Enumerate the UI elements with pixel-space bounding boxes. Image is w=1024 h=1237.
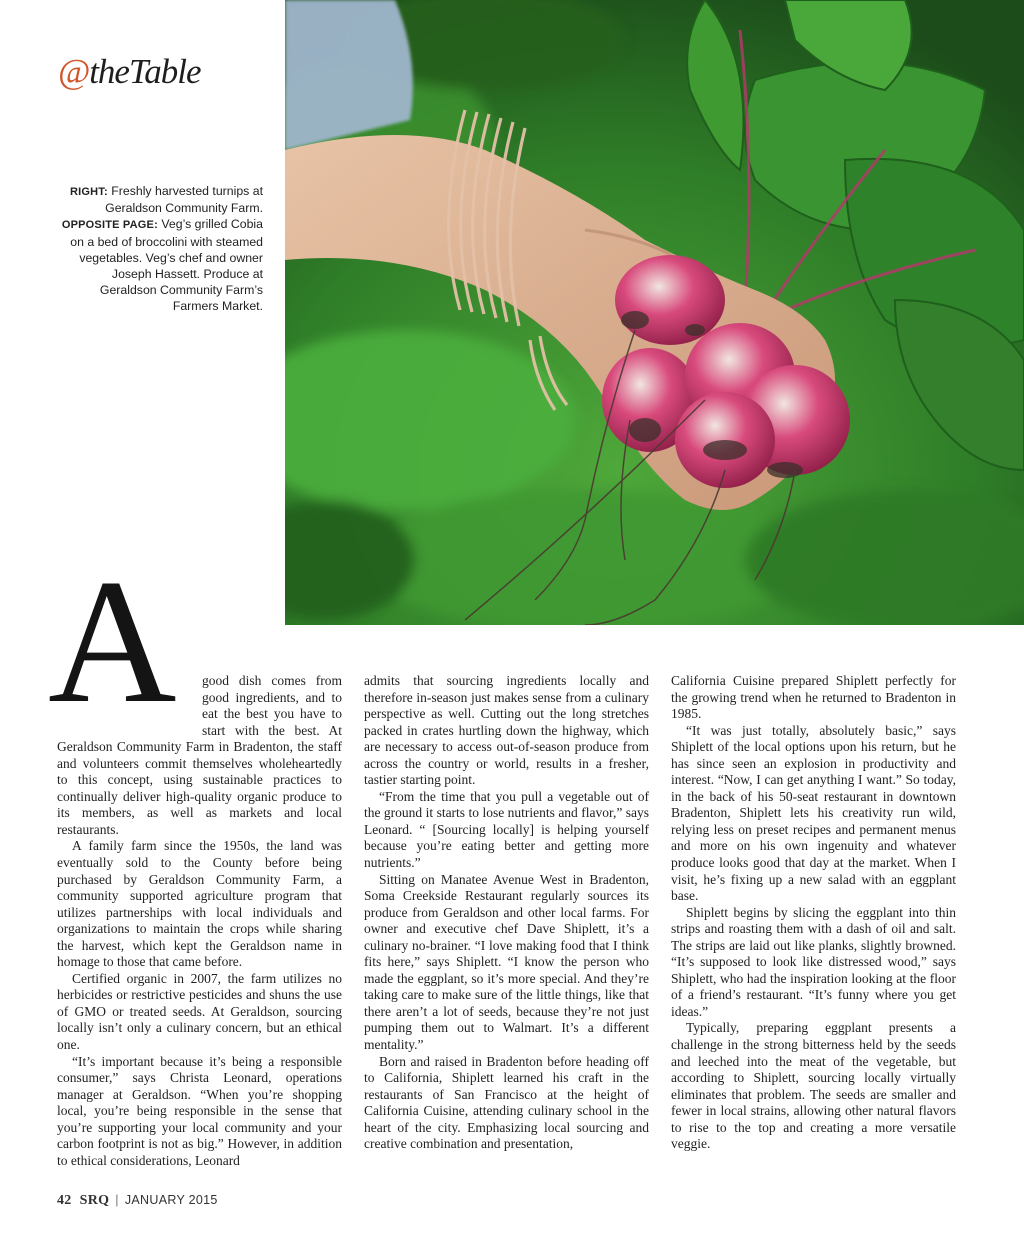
paragraph: California Cuisine prepared Shiplett perfectly for the growing trend when he returned to Bradenton in 1985. <box>671 673 956 722</box>
paragraph: A family farm since the 1950s, the land was eventually sold to the County before being purchased by Geraldson Community Farm, a community supported agriculture program that utilizes partnerships with local individuals and organizations to maintain the crops while sharing the harvest, which kept the Geraldson name in homage to those that came before. <box>57 838 342 970</box>
article-column-2 <box>364 673 649 1153</box>
turnip-photo <box>285 0 1024 625</box>
paragraph: Typically, preparing eggplant presents a challenge in the strong bitterness held by the seeds and leeched into the meat of the vegetable, but according to Shiplett, sourcing locally virtually eliminates that problem. The seeds are smaller and fewer in local strains, allowing other natural flavors to rise to the top and creating a more versatile veggie. <box>671 1020 956 1152</box>
paragraph: Shiplett begins by slicing the eggplant into thin strips and roasting them with a dash of oil and salt. The strips are laid out like planks, slightly browned. “It’s supposed to look like distressed wood,” says Shiplett, who had the inspiration looking at the floor of a friend’s restaurant. “It’s funny where you get ideas.” <box>671 904 956 1019</box>
paragraph: “It’s important because it’s being a responsible consumer,” says Christa Leonard, operations manager at Geraldson. “When you’re shopping local, you’re being responsible in the sense that you’re supporting your local community and your carbon footprint is not as big.” However, in addition to ethical considerations, Leonard <box>57 1053 342 1168</box>
paragraph: Certified organic in 2007, the farm utilizes no herbicides or restrictive pesticides and shuns the use of GMO or treated seeds. At Geraldson, sourcing locally isn’t only a culinary concern, but an ethical one. <box>57 970 342 1053</box>
paragraph: “From the time that you pull a vegetable out of the ground it starts to lose nutrients and flavor,” says Leonard. “ [Sourcing locally] is helping yourself because you’re eating better and getting more nutrients.” <box>364 788 649 871</box>
paragraph: admits that sourcing ingredients locally and therefore in-season just makes sense from a culinary perspective as well. Cutting out the long stretches packed in crates hurtling down the highway, which are necessary to access out-of-season produce from across the country or world, results in a fresher, tastier starting point. <box>364 673 649 788</box>
magazine-name: SRQ <box>79 1193 110 1208</box>
photo-caption <box>60 183 263 315</box>
page-footer <box>57 1193 218 1209</box>
drop-cap: A <box>48 542 177 740</box>
footer-separator: | <box>115 1193 119 1207</box>
paragraph: “It was just totally, absolutely basic,” says Shiplett of the local options upon his return, but he has since seen an explosion in productivity and interest. “Now, I can get anything I want.” So today, in the back of his 50-seat restaurant in downtown Bradenton, Shiplett lets his creativity run wild, relying less on preset recipes and permanent menus and more on his own ingenuity and whatever produce looks good that day at the market. When I visit, he’s fixing up a new salad with an eggplant base. <box>671 722 956 904</box>
page-number: 42 <box>57 1193 72 1208</box>
article-column-1 <box>57 673 342 1169</box>
caption-right-text: Freshly harvested turnips at Geraldson Community Farm. <box>105 184 263 216</box>
issue-date: JANUARY 2015 <box>124 1193 218 1207</box>
section-title <box>58 52 200 92</box>
article-column-3 <box>671 673 956 1153</box>
section-title-name: theTable <box>89 52 201 91</box>
caption-right-label: RIGHT: <box>69 186 108 198</box>
turnip-photo-illustration <box>285 0 1024 625</box>
caption-opposite-text: Veg’s grilled Cobia on a bed of broccolini with steamed vegetables. Veg’s chef and owner Joseph Hassett. Produce at Geraldson Community Farm’s Farmers Market. <box>70 217 263 314</box>
section-title-at: @ <box>58 52 90 91</box>
paragraph: Born and raised in Bradenton before heading off to California, Shiplett learned his craft in the restaurants of San Francisco at the height of California Cuisine, attending culinary school in the heart of the city. Emphasizing local sourcing and creative combination and presentation, <box>364 1053 649 1152</box>
paragraph: Sitting on Manatee Avenue West in Bradenton, Soma Creekside Restaurant regularly sources its produce from Geraldson and other local farms. For owner and executive chef Dave Shiplett, it’s a culinary no-brainer. “I love making food that I think fits here,” says Shiplett. “I know the person who made the eggplant, so it’s more special. And they’re taking care to make sure of the little things, like that there aren’t a lot of seeds, because they’re not just pumping them out to Walmart. It’s a different mentality.” <box>364 871 649 1053</box>
drop-cap-space <box>57 673 202 723</box>
paragraph: good dish comes from good ingredients, and to eat the best you have to start with the best. At Geraldson Community Farm in Bradenton, the staff and volunteers commit themselves wholeheartedly to this concept, using sustainable practices to continually deliver high-quality organic produce to its members, as well as markets and local restaurants. <box>57 673 342 837</box>
caption-opposite-label: OPPOSITE PAGE: <box>61 219 158 232</box>
